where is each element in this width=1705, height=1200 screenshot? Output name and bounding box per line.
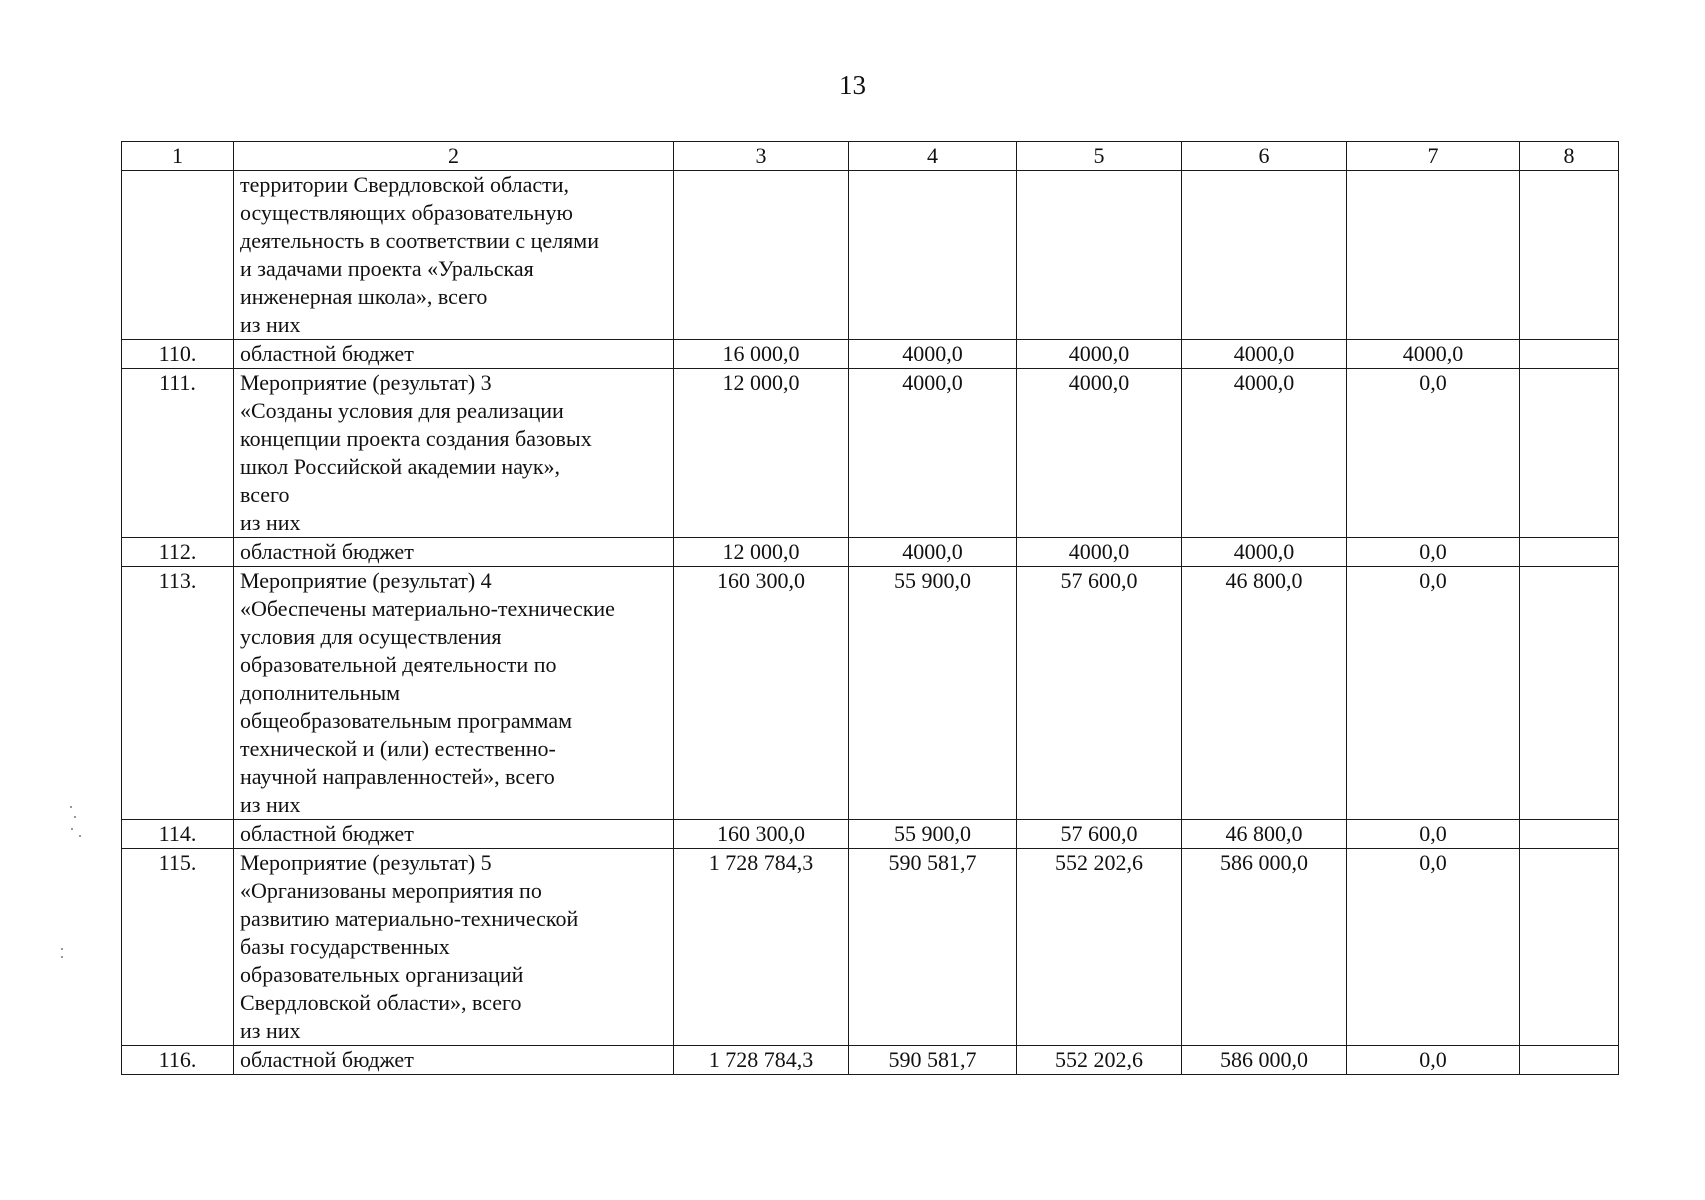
description-line: из них — [240, 1018, 301, 1043]
value-cell-4: 590 581,7 — [849, 1046, 1017, 1075]
description-line: развитию материально-технической — [240, 906, 579, 931]
col-header: 8 — [1520, 142, 1619, 171]
value-cell-3 — [674, 171, 849, 340]
value-cell-4 — [849, 171, 1017, 340]
value-cell-8 — [1520, 849, 1619, 1046]
table-row — [122, 340, 1619, 369]
value-cell-7: 0,0 — [1347, 538, 1520, 567]
value-cell-5: 57 600,0 — [1017, 567, 1182, 820]
value-cell-4: 4000,0 — [849, 369, 1017, 538]
value-cell-3: 12 000,0 — [674, 538, 849, 567]
description-line: образовательных организаций — [240, 962, 524, 987]
row-description — [234, 567, 674, 820]
table-row — [122, 171, 1619, 340]
description-line: технической и (или) естественно- — [240, 736, 556, 761]
value-cell-3: 160 300,0 — [674, 567, 849, 820]
value-cell-5 — [1017, 171, 1182, 340]
description-line: Свердловской области», всего — [240, 990, 522, 1015]
description-line: образовательной деятельности по — [240, 652, 557, 677]
table-row — [122, 849, 1619, 1046]
description-line: «Созданы условия для реализации — [240, 398, 564, 423]
value-cell-6: 4000,0 — [1182, 538, 1347, 567]
value-cell-5: 57 600,0 — [1017, 820, 1182, 849]
value-cell-3: 1 728 784,3 — [674, 1046, 849, 1075]
description-line: инженерная школа», всего — [240, 284, 488, 309]
value-cell-4: 4000,0 — [849, 538, 1017, 567]
description-line: деятельность в соответствии с целями — [240, 228, 599, 253]
value-cell-8 — [1520, 567, 1619, 820]
row-number: 112. — [122, 538, 234, 567]
value-cell-7: 0,0 — [1347, 1046, 1520, 1075]
value-cell-7 — [1347, 171, 1520, 340]
value-cell-7: 0,0 — [1347, 849, 1520, 1046]
description-line: территории Свердловской области, — [240, 172, 570, 197]
value-cell-7: 0,0 — [1347, 567, 1520, 820]
col-header: 5 — [1017, 142, 1182, 171]
value-cell-6: 46 800,0 — [1182, 567, 1347, 820]
value-cell-5: 552 202,6 — [1017, 1046, 1182, 1075]
description-line: «Обеспечены материально-технические — [240, 596, 615, 621]
scan-speck — [74, 816, 76, 818]
description-line: «Организованы мероприятия по — [240, 878, 542, 903]
description-line: областной бюджет — [240, 1047, 414, 1072]
value-cell-4: 55 900,0 — [849, 567, 1017, 820]
description-line: Мероприятие (результат) 4 — [240, 568, 492, 593]
col-header: 3 — [674, 142, 849, 171]
table-row — [122, 369, 1619, 538]
row-number: 110. — [122, 340, 234, 369]
value-cell-7: 0,0 — [1347, 369, 1520, 538]
row-description — [234, 1046, 674, 1075]
value-cell-3: 12 000,0 — [674, 369, 849, 538]
description-line: общеобразовательным программам — [240, 708, 573, 733]
description-line: областной бюджет — [240, 821, 414, 846]
row-number — [122, 171, 234, 340]
description-line: из них — [240, 792, 301, 817]
col-header: 4 — [849, 142, 1017, 171]
page-number: 13 — [839, 70, 866, 100]
row-description — [234, 849, 674, 1046]
value-cell-7: 0,0 — [1347, 820, 1520, 849]
value-cell-6: 4000,0 — [1182, 340, 1347, 369]
scan-speck — [79, 835, 81, 837]
scan-speck — [70, 806, 72, 808]
value-cell-8 — [1520, 369, 1619, 538]
table-row — [122, 820, 1619, 849]
value-cell-5: 4000,0 — [1017, 369, 1182, 538]
row-description — [234, 820, 674, 849]
value-cell-6: 46 800,0 — [1182, 820, 1347, 849]
description-line: условия для осуществления — [240, 624, 502, 649]
value-cell-7: 4000,0 — [1347, 340, 1520, 369]
description-line: из них — [240, 510, 301, 535]
budget-table — [121, 141, 1619, 1075]
value-cell-6: 4000,0 — [1182, 369, 1347, 538]
table-row — [122, 1046, 1619, 1075]
table-body — [122, 171, 1619, 1075]
scan-speck — [61, 956, 63, 958]
value-cell-5: 4000,0 — [1017, 340, 1182, 369]
description-line: Мероприятие (результат) 5 — [240, 850, 492, 875]
description-line: дополнительным — [240, 680, 401, 705]
row-number: 111. — [122, 369, 234, 538]
description-line: научной направленностей», всего — [240, 764, 555, 789]
row-description — [234, 538, 674, 567]
row-number: 113. — [122, 567, 234, 820]
description-line: школ Российской академии наук», — [240, 454, 561, 479]
description-line: областной бюджет — [240, 539, 414, 564]
col-header: 1 — [122, 142, 234, 171]
value-cell-4: 4000,0 — [849, 340, 1017, 369]
row-description — [234, 369, 674, 538]
value-cell-8 — [1520, 1046, 1619, 1075]
value-cell-4: 590 581,7 — [849, 849, 1017, 1046]
description-line: осуществляющих образовательную — [240, 200, 573, 225]
row-description — [234, 340, 674, 369]
value-cell-5: 552 202,6 — [1017, 849, 1182, 1046]
scan-speck — [71, 828, 73, 830]
value-cell-3: 160 300,0 — [674, 820, 849, 849]
col-header: 2 — [234, 142, 674, 171]
description-line: областной бюджет — [240, 341, 414, 366]
row-description — [234, 171, 674, 340]
value-cell-8 — [1520, 538, 1619, 567]
value-cell-6: 586 000,0 — [1182, 849, 1347, 1046]
description-line: Мероприятие (результат) 3 — [240, 370, 492, 395]
value-cell-8 — [1520, 171, 1619, 340]
value-cell-8 — [1520, 820, 1619, 849]
scan-speck — [61, 948, 63, 950]
col-header: 6 — [1182, 142, 1347, 171]
value-cell-6: 586 000,0 — [1182, 1046, 1347, 1075]
value-cell-5: 4000,0 — [1017, 538, 1182, 567]
value-cell-4: 55 900,0 — [849, 820, 1017, 849]
description-line: концепции проекта создания базовых — [240, 426, 592, 451]
description-line: всего — [240, 482, 290, 507]
row-number: 114. — [122, 820, 234, 849]
table-row — [122, 567, 1619, 820]
col-header: 7 — [1347, 142, 1520, 171]
description-line: базы государственных — [240, 934, 450, 959]
value-cell-6 — [1182, 171, 1347, 340]
row-number: 116. — [122, 1046, 234, 1075]
value-cell-8 — [1520, 340, 1619, 369]
table-row — [122, 538, 1619, 567]
value-cell-3: 1 728 784,3 — [674, 849, 849, 1046]
value-cell-3: 16 000,0 — [674, 340, 849, 369]
description-line: из них — [240, 312, 301, 337]
description-line: и задачами проекта «Уральская — [240, 256, 534, 281]
row-number: 115. — [122, 849, 234, 1046]
header-row — [122, 142, 1619, 171]
